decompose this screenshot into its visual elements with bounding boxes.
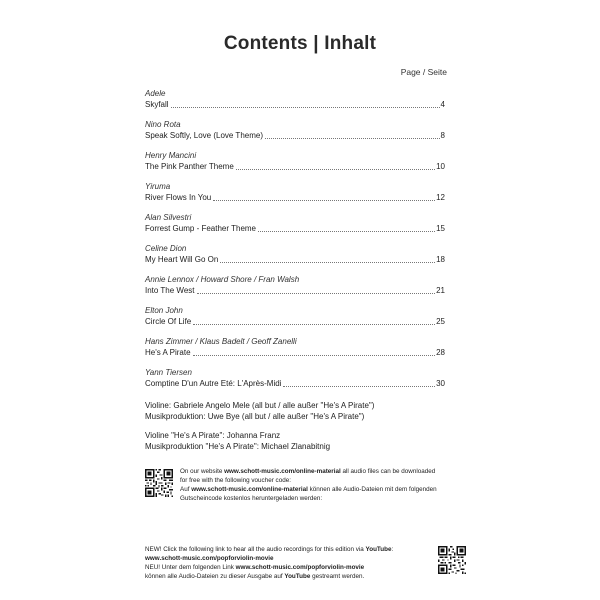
piece-title: Forrest Gump - Feather Theme	[145, 224, 256, 233]
credit-violin: Violine: Gabriele Angelo Mele (all but / alle außer "He's A Pirate")	[145, 401, 375, 410]
toc-entry[interactable]	[145, 336, 445, 367]
online-material-info	[180, 467, 500, 503]
piece-title: My Heart Will Go On	[145, 255, 219, 264]
page-number: 15	[436, 224, 445, 233]
piece-title: Speak Softly, Love (Love Theme)	[145, 131, 263, 140]
qr-code-icon[interactable]	[438, 546, 466, 574]
dot-leader	[265, 137, 440, 139]
dot-leader	[258, 230, 435, 232]
dot-leader	[283, 385, 435, 387]
info-line: Gutscheincode kostenlos heruntergeladen werden:	[180, 495, 323, 502]
piece-title: The Pink Panther Theme	[145, 162, 234, 171]
toc-entry[interactable]	[145, 243, 445, 274]
toc-entry[interactable]	[145, 212, 445, 243]
piece-title: Circle Of Life	[145, 317, 192, 326]
composer-name: Yiruma	[145, 182, 171, 191]
toc-entry[interactable]	[145, 88, 445, 119]
dot-leader	[193, 354, 436, 356]
page-number: 8	[440, 131, 445, 140]
info-line: NEW! Click the following link to hear all the audio recordings for this edition via YouTube:	[145, 546, 394, 553]
website-link[interactable]: www.schott-music.com/online-material	[224, 468, 341, 475]
dot-leader	[236, 168, 435, 170]
composer-name: Henry Mancini	[145, 151, 197, 160]
page-number: 30	[436, 379, 445, 388]
toc-entry[interactable]	[145, 181, 445, 212]
credit-production-pirate: Musikproduktion "He's A Pirate": Michael Zlanabitnig	[145, 441, 331, 451]
page-number: 21	[436, 286, 445, 295]
page-column-label: Page / Seite	[400, 67, 447, 77]
composer-name: Hans Zimmer / Klaus Badelt / Geoff Zanelli	[145, 337, 297, 346]
piece-title: Comptine D'un Autre Eté: L'Après-Midi	[145, 379, 282, 388]
info-line: können alle Audio-Dateien zu dieser Ausgabe auf YouTube gestreamt werden.	[145, 573, 365, 580]
composer-name: Annie Lennox / Howard Shore / Fran Walsh	[145, 275, 300, 284]
qr-code-icon[interactable]	[145, 469, 173, 497]
composer-name: Nino Rota	[145, 120, 181, 129]
website-link[interactable]: www.schott-music.com/online-material	[191, 486, 308, 493]
composer-name: Alan Silvestri	[145, 213, 192, 222]
composer-name: Adele	[145, 89, 166, 98]
youtube-link[interactable]: www.schott-music.com/popforviolin-movie	[235, 564, 365, 571]
info-line: for free with the following voucher code:	[180, 477, 291, 484]
credit-production: Musikproduktion: Uwe Bye (all but / alle außer "He's A Pirate")	[145, 411, 365, 421]
table-of-contents	[145, 88, 445, 398]
page-number: 25	[436, 317, 445, 326]
toc-entry[interactable]	[145, 367, 445, 398]
page-title: Contents | Inhalt	[223, 33, 377, 54]
toc-entry[interactable]	[145, 305, 445, 336]
youtube-link[interactable]: www.schott-music.com/popforviolin-movie	[145, 555, 274, 562]
youtube-info	[145, 545, 435, 581]
info-line: Auf www.schott-music.com/online-material können alle Audio-Dateien mit dem folgenden	[180, 486, 437, 493]
dot-leader	[197, 292, 436, 294]
credit-violin-pirate: Violine "He's A Pirate": Johanna Franz	[145, 431, 281, 440]
piece-title: River Flows In You	[145, 193, 212, 202]
toc-entry[interactable]	[145, 150, 445, 181]
piece-title: He's A Pirate	[145, 348, 191, 357]
composer-name: Celine Dion	[145, 244, 187, 253]
info-line: NEU! Unter dem folgenden Link www.schott-music.com/popforviolin-movie	[145, 564, 365, 571]
page-number: 28	[436, 348, 445, 357]
dot-leader	[171, 106, 440, 108]
page-number: 18	[436, 255, 445, 264]
dot-leader	[193, 323, 435, 325]
composer-name: Yann Tiersen	[145, 368, 192, 377]
credits	[145, 401, 374, 452]
toc-entry[interactable]	[145, 119, 445, 150]
page-number: 4	[440, 100, 445, 109]
dot-leader	[213, 199, 435, 201]
composer-name: Elton John	[145, 306, 183, 315]
info-line: On our website www.schott-music.com/online-material all audio files can be downloaded	[180, 468, 436, 475]
toc-entry[interactable]	[145, 274, 445, 305]
dot-leader	[220, 261, 435, 263]
page-number: 12	[436, 193, 445, 202]
page-number: 10	[436, 162, 445, 171]
piece-title: Into The West	[145, 286, 195, 295]
piece-title: Skyfall	[145, 100, 169, 109]
